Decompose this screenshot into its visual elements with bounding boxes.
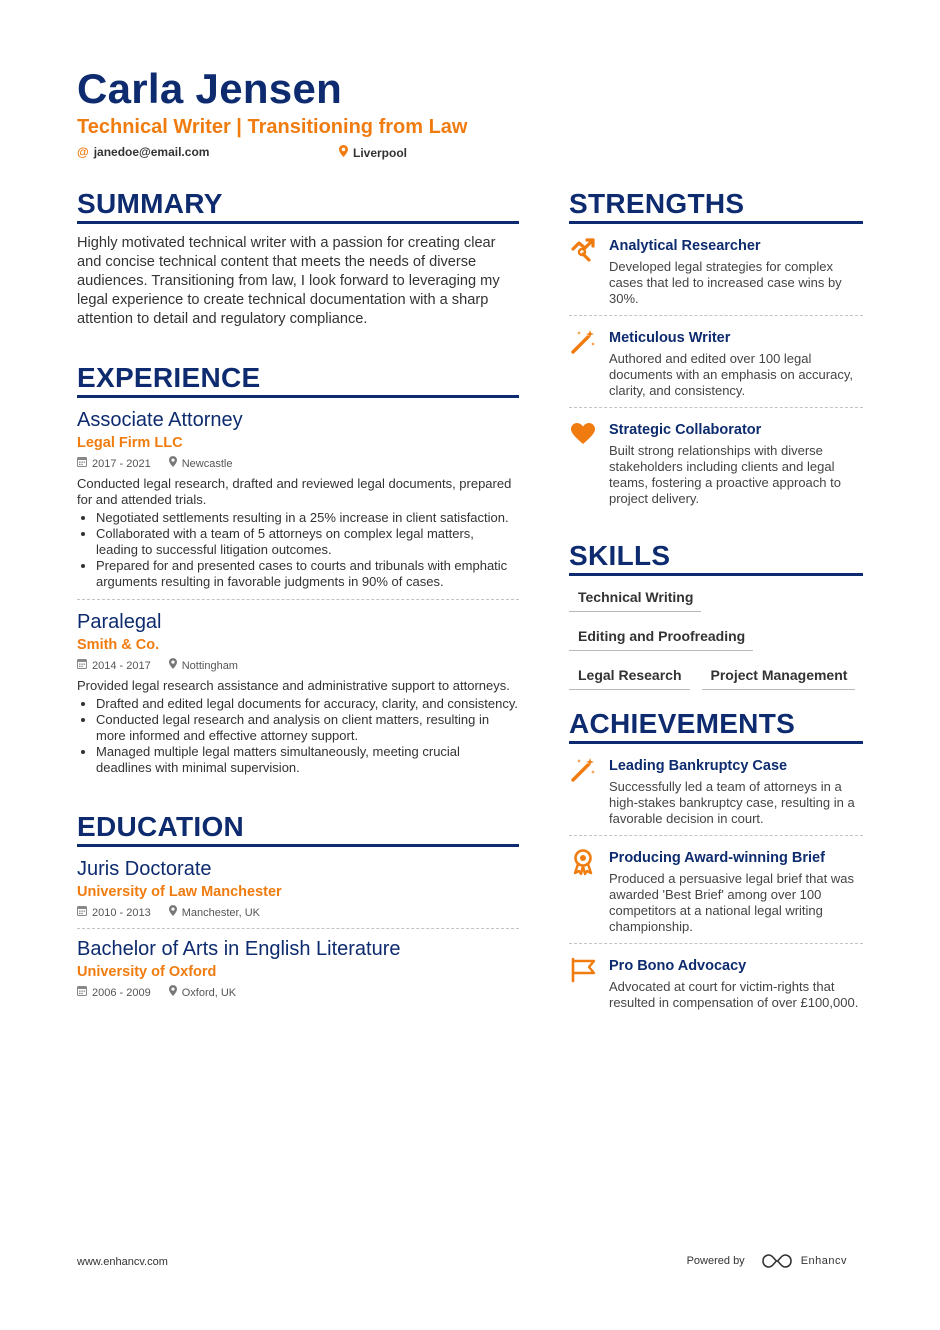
location-pin-icon: [169, 658, 177, 674]
footer-website-link[interactable]: www.enhancv.com: [77, 1256, 168, 1268]
list-item: • Drafted and edited legal documents for accuracy, clarity, and consistency.: [96, 696, 519, 712]
contact-info: [77, 145, 877, 163]
job-bullets: [77, 510, 519, 590]
job-dates: 2017 - 2021: [92, 458, 151, 470]
achievement-title: Producing Award-winning Brief: [609, 850, 825, 866]
job-description: Provided legal research assistance and administrative support to attorneys.: [77, 678, 510, 693]
strengths-heading: STRENGTHS: [569, 188, 863, 224]
education-meta: [77, 905, 519, 921]
divider: [569, 943, 863, 944]
summary-heading: SUMMARY: [77, 188, 519, 224]
strength-item: [569, 236, 863, 316]
education-item: [77, 857, 519, 929]
calendar-icon: [77, 658, 87, 674]
analytics-icon: [569, 236, 597, 264]
job-location: Newcastle: [181, 458, 233, 470]
strength-description: Authored and edited over 100 legal documents with an emphasis on accuracy, clarity, and consistency.: [609, 351, 853, 398]
experience-item: [77, 610, 519, 776]
job-role: Paralegal: [77, 611, 162, 633]
at-icon: @: [77, 145, 89, 159]
divider: [569, 407, 863, 408]
education-item: [77, 937, 519, 1001]
job-location: Nottingham: [181, 660, 238, 672]
location-pin-icon: [169, 905, 177, 921]
divider: [77, 928, 519, 929]
achievements-heading: ACHIEVEMENTS: [569, 708, 863, 744]
education-meta: [77, 985, 519, 1001]
strength-description: Developed legal strategies for complex cases that led to increased case wins by 30%.: [609, 259, 842, 306]
calendar-icon: [77, 985, 87, 1001]
location-pin-icon: [169, 985, 177, 1001]
job-company: Smith & Co.: [77, 637, 160, 653]
flag-icon: [569, 956, 597, 984]
skill-tag: Project Management: [702, 666, 856, 690]
powered-by: [687, 1253, 863, 1269]
skill-tag: Legal Research: [569, 666, 690, 690]
list-item: • Prepared for and presented cases to courts and tribunals with emphatic arguments resulting in favorable judgments in 90% of cases.: [96, 558, 519, 590]
skills-list: [569, 588, 863, 690]
job-role: Associate Attorney: [77, 409, 243, 431]
heart-icon: [569, 420, 597, 448]
left-column: [77, 188, 519, 1001]
brand-name: Enhancv: [800, 1255, 847, 1267]
location-pin-icon: [339, 145, 348, 160]
degree-title: Juris Doctorate: [77, 858, 212, 880]
degree-title: Bachelor of Arts in English Literature: [77, 938, 401, 960]
candidate-title: Technical Writer | Transitioning from Law: [77, 116, 468, 138]
job-meta: [77, 456, 519, 472]
magic-wand-icon: [569, 756, 597, 784]
location-pin-icon: [169, 456, 177, 472]
education-location: Oxford, UK: [181, 987, 237, 999]
education-dates: 2006 - 2009: [92, 987, 151, 999]
skill-tag: Editing and Proofreading: [569, 627, 753, 651]
achievement-title: Leading Bankruptcy Case: [609, 758, 788, 774]
location-text: Liverpool: [353, 145, 408, 160]
achievement-item: [569, 756, 863, 836]
achievement-title: Pro Bono Advocacy: [609, 958, 747, 974]
divider: [569, 835, 863, 836]
strength-item: [569, 420, 863, 507]
strength-title: Analytical Researcher: [609, 238, 761, 254]
education-dates: 2010 - 2013: [92, 907, 151, 919]
strength-description: Built strong relationships with diverse stakeholders including clients and legal teams, fostering a proactive approach to project delivery.: [609, 443, 841, 506]
location-contact: [339, 145, 407, 160]
list-item: • Collaborated with a team of 5 attorneys on complex legal matters, leading to successful litigation outcomes.: [96, 526, 519, 558]
experience-heading: EXPERIENCE: [77, 362, 519, 398]
job-bullets: [77, 696, 519, 776]
award-icon: [569, 848, 597, 876]
achievement-item: [569, 956, 863, 1011]
email-contact[interactable]: [77, 145, 209, 159]
page-footer: [77, 1256, 863, 1272]
education-heading: EDUCATION: [77, 811, 519, 847]
school-name: University of Oxford: [77, 964, 217, 980]
skill-tag: Technical Writing: [569, 588, 701, 612]
calendar-icon: [77, 905, 87, 921]
achievement-description: Successfully led a team of attorneys in a high-stakes bankruptcy case, resulting in a favorable decision in court.: [609, 779, 855, 826]
list-item: • Managed multiple legal matters simultaneously, meeting crucial deadlines with minimal supervision.: [96, 744, 519, 776]
school-name: University of Law Manchester: [77, 884, 282, 900]
achievement-description: Produced a persuasive legal brief that was awarded 'Best Brief' among over 100 competitors at a national legal writing championship.: [609, 871, 854, 934]
divider: [77, 599, 519, 600]
experience-item: [77, 408, 519, 600]
magic-wand-icon: [569, 328, 597, 356]
job-company: Legal Firm LLC: [77, 435, 183, 451]
education-location: Manchester, UK: [181, 907, 260, 919]
resume-header: [77, 64, 877, 163]
skill-row: [569, 627, 863, 651]
strength-item: [569, 328, 863, 408]
list-item: • Negotiated settlements resulting in a 25% increase in client satisfaction.: [96, 510, 519, 526]
skills-heading: SKILLS: [569, 540, 863, 576]
right-column: [569, 188, 863, 1011]
powered-by-label: Powered by: [686, 1255, 745, 1267]
achievement-item: [569, 848, 863, 944]
calendar-icon: [77, 456, 87, 472]
divider: [569, 315, 863, 316]
email-text[interactable]: janedoe@email.com: [93, 145, 210, 159]
strength-title: Meticulous Writer: [609, 330, 731, 346]
job-description: Conducted legal research, drafted and reviewed legal documents, prepared for and attended trials.: [77, 476, 512, 507]
enhancv-logo-icon: [761, 1253, 793, 1269]
skill-row: [569, 588, 863, 612]
list-item: • Conducted legal research and analysis on client matters, resulting in more informed and effective attorney support.: [96, 712, 519, 744]
skill-row: [569, 666, 863, 690]
summary-text: Highly motivated technical writer with a passion for creating clear and concise technical content that meets the needs of diverse audiences. Transitioning from law, I look forward to leveraging my legal experience to create technical documentation with a sharp attention to detail and regulatory compliance.: [77, 235, 500, 327]
strength-title: Strategic Collaborator: [609, 422, 762, 438]
job-meta: [77, 658, 519, 674]
candidate-name: Carla Jensen: [77, 65, 343, 112]
achievement-description: Advocated at court for victim-rights that resulted in compensation of over £100,000.: [609, 979, 859, 1010]
job-dates: 2014 - 2017: [92, 660, 151, 672]
